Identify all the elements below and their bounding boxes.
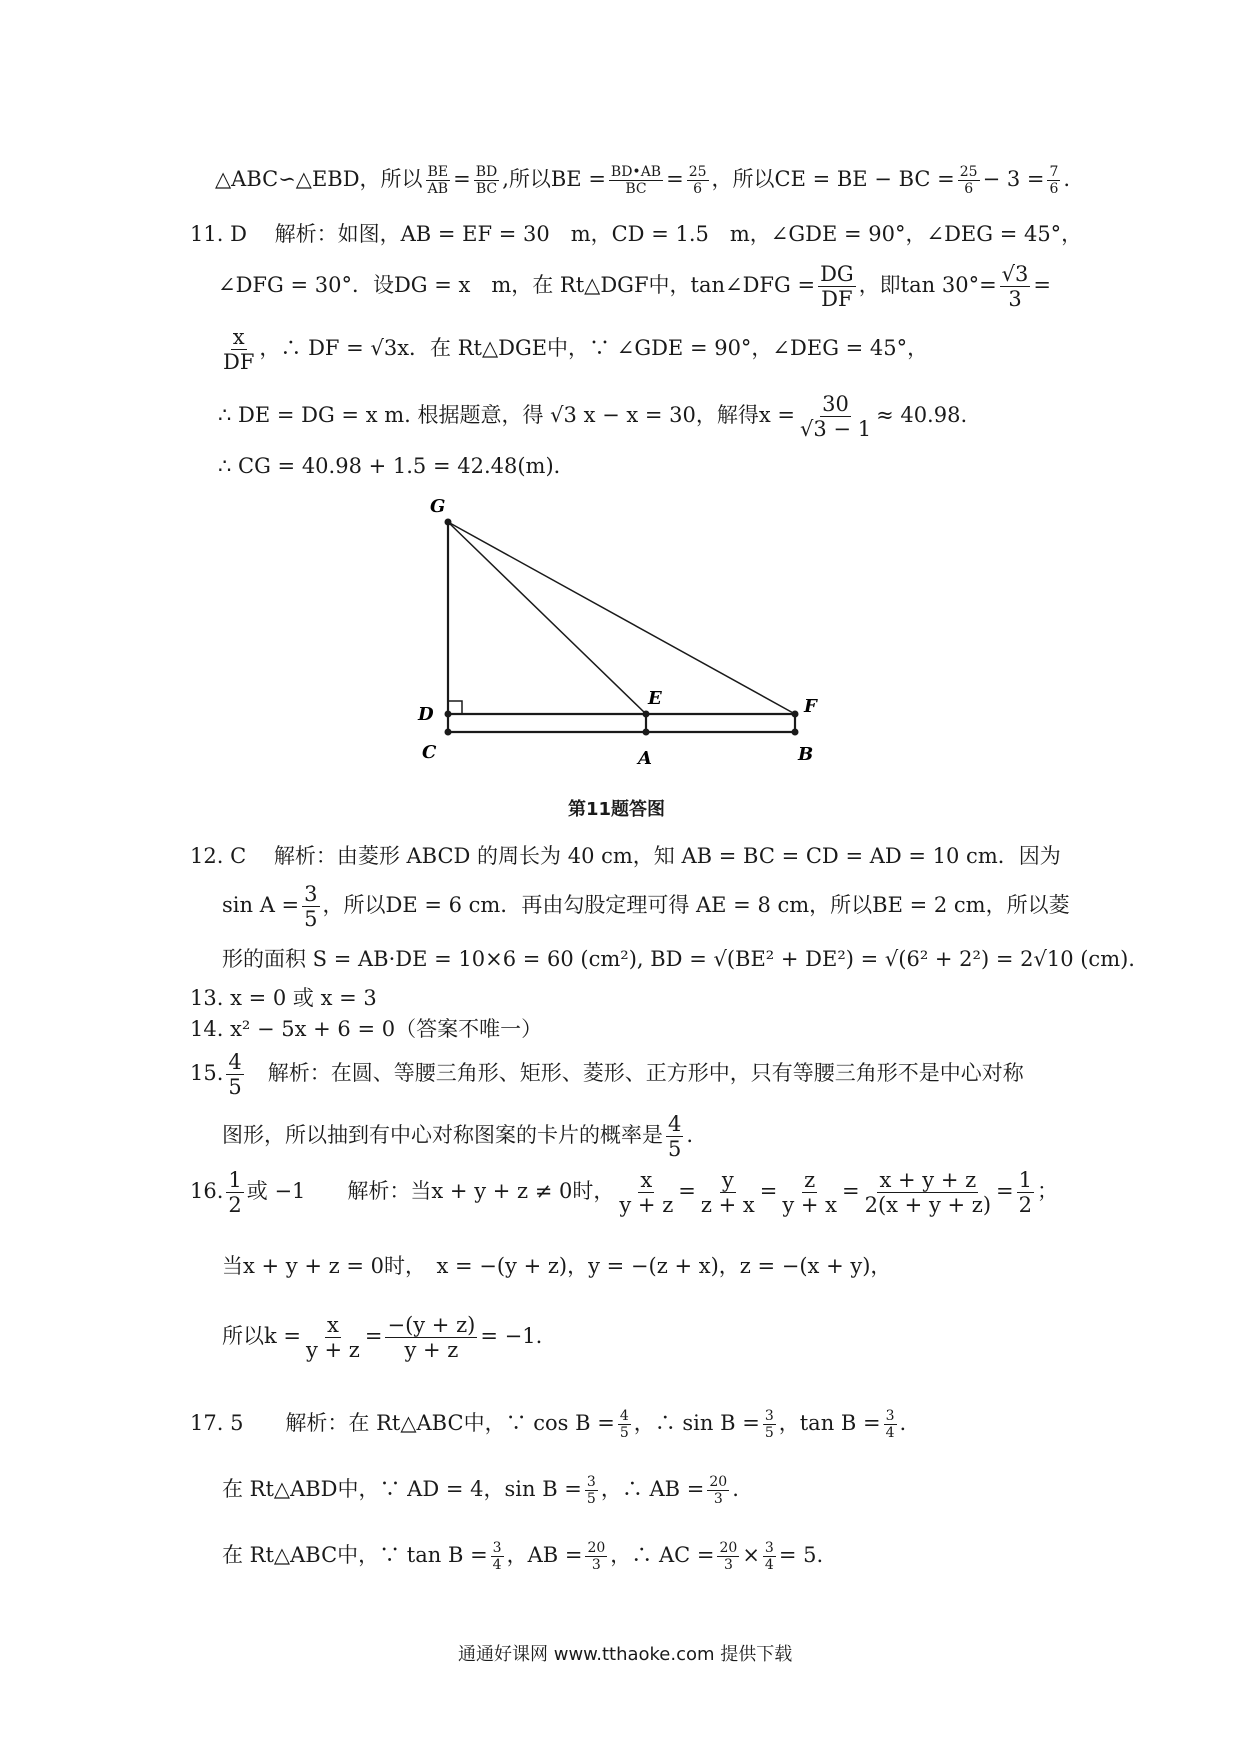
- text: =: [666, 167, 684, 192]
- q12-line-3: 形的面积 S = AB·DE = 10×6 = 60 (cm²), BD = √(BE² + DE²) = √(6² + 2²) = 2√10 (cm).: [222, 947, 1135, 971]
- num: 3: [764, 1408, 774, 1424]
- text: 在 Rt△ABD中，∵ AD = 4，sin B =: [222, 1477, 582, 1502]
- text: ，AB =: [506, 1543, 583, 1568]
- figure-caption: 第11题答图: [568, 799, 666, 820]
- den: y + x: [782, 1193, 837, 1218]
- page-footer: 通通好课网 www.tthaoke.com 提供下载: [458, 1644, 793, 1665]
- text: = −1.: [480, 1324, 543, 1349]
- den: y + z: [306, 1338, 360, 1363]
- text: .: [732, 1477, 739, 1502]
- fraction: [221, 325, 256, 374]
- fraction: [687, 164, 709, 197]
- num: 3: [764, 1540, 774, 1556]
- fraction: [666, 1112, 683, 1161]
- label-A: A: [638, 748, 652, 769]
- label-E: E: [648, 688, 662, 709]
- q11-line-4: [218, 392, 967, 441]
- fraction: [1047, 164, 1060, 197]
- label-G: G: [430, 496, 446, 517]
- fraction: [609, 164, 663, 197]
- fraction: [385, 1313, 477, 1362]
- label-F: F: [804, 696, 817, 717]
- text: =: [453, 167, 471, 192]
- fraction: [818, 262, 856, 311]
- fraction: [585, 1474, 598, 1507]
- text: .: [686, 1123, 694, 1148]
- point-F: [792, 711, 799, 718]
- label-C: C: [422, 742, 437, 763]
- den: 2: [228, 1193, 242, 1218]
- num: 25: [959, 164, 978, 180]
- den: 5: [228, 1075, 242, 1100]
- label-B: B: [798, 744, 814, 765]
- q12-line-2: [222, 882, 1070, 931]
- num: 4: [668, 1112, 682, 1136]
- num: 25: [688, 164, 707, 180]
- q11-figure: [400, 490, 840, 780]
- fraction: [226, 1168, 243, 1217]
- num: 1: [1018, 1168, 1033, 1192]
- text: 图形，所以抽到有中心对称图案的卡片的概率是: [222, 1123, 663, 1148]
- fraction: [863, 1168, 993, 1217]
- num: 3: [885, 1408, 895, 1424]
- q17-line-3: [222, 1540, 823, 1573]
- den: 6: [964, 181, 974, 198]
- num: 4: [619, 1408, 629, 1424]
- den: y + z: [619, 1193, 674, 1218]
- den: 5: [668, 1137, 682, 1162]
- den: 3: [713, 1491, 723, 1508]
- den: AB: [427, 181, 449, 198]
- q16-line-1: [190, 1168, 1058, 1217]
- text: .: [899, 1411, 907, 1436]
- point-B: [792, 729, 799, 736]
- num: DG: [820, 262, 854, 286]
- text: =: [842, 1179, 860, 1204]
- q13-line: 13. x = 0 或 x = 3: [190, 986, 377, 1010]
- fraction: [884, 1408, 897, 1441]
- den: 5: [586, 1491, 596, 1508]
- q11-line-1: 11. D 解析：如图，AB = EF = 30 m，CD = 1.5 m，∠GDE = 90°，∠DEG = 45°，: [190, 222, 1083, 246]
- text: ；: [1037, 1179, 1059, 1204]
- fraction: [717, 1540, 739, 1573]
- text: ，所以CE = BE − BC =: [711, 167, 955, 192]
- q11-line-2: [218, 262, 1051, 311]
- text: =: [1033, 273, 1052, 298]
- fraction: [474, 164, 500, 197]
- q14-line: 14. x² − 5x + 6 = 0（答案不唯一）: [190, 1017, 543, 1041]
- q10-answer-line: [215, 164, 1070, 197]
- text: ×: [742, 1543, 760, 1568]
- den: 6: [1049, 181, 1059, 198]
- point-D: [445, 711, 452, 718]
- num: BE: [427, 164, 449, 180]
- num: 20: [719, 1540, 738, 1556]
- den: 2: [1018, 1193, 1033, 1218]
- text: ∠DFG = 30°．设DG = x m，在 Rt△DGF中，tan∠DFG =: [218, 273, 816, 298]
- label-D: D: [418, 704, 434, 725]
- den: BC: [475, 181, 498, 198]
- q17-line-1: [190, 1408, 906, 1441]
- num: 1: [228, 1168, 242, 1192]
- num: −(y + z): [387, 1313, 476, 1337]
- num: z: [804, 1168, 816, 1192]
- num: 20: [587, 1540, 606, 1556]
- text: 在 Rt△ABC中，∵ tan B =: [222, 1543, 488, 1568]
- text: ≈ 40.98.: [876, 403, 968, 428]
- den: y + z: [404, 1338, 459, 1363]
- num: x: [232, 325, 245, 349]
- fraction: [618, 1408, 631, 1441]
- den: 2(x + y + z): [864, 1193, 992, 1218]
- num: x: [327, 1313, 339, 1337]
- num: 30: [822, 392, 849, 416]
- q12-line-1: 12. C 解析：由菱形 ABCD 的周长为 40 cm，知 AB = BC = CD = AD = 10 cm．因为: [190, 844, 1061, 868]
- point-A: [643, 729, 650, 736]
- text: ，即tan 30°=: [858, 273, 997, 298]
- q16-line-3: [222, 1313, 542, 1362]
- den: 5: [619, 1425, 629, 1442]
- text: ,所以BE =: [502, 167, 606, 192]
- text: ，∴ AC =: [610, 1543, 715, 1568]
- den: BC: [625, 181, 647, 198]
- text: 15.: [190, 1061, 224, 1086]
- text: =: [678, 1179, 696, 1204]
- den: 4: [764, 1557, 774, 1574]
- fraction: [780, 1168, 839, 1217]
- q15-line-1: [190, 1050, 1024, 1099]
- text: ，tan B =: [778, 1411, 881, 1436]
- num: 3: [586, 1474, 596, 1490]
- num: 20: [709, 1474, 728, 1490]
- den: z + x: [700, 1193, 755, 1218]
- den: DF: [821, 287, 853, 312]
- segment-GE: [448, 522, 646, 714]
- q17-line-2: [222, 1474, 739, 1507]
- segment-GF: [448, 522, 795, 714]
- fraction: [958, 164, 980, 197]
- text: =: [364, 1324, 383, 1349]
- text: 17. 5 解析：在 Rt△ABC中，∵ cos B =: [190, 1411, 615, 1436]
- text: ∴ DE = DG = x m. 根据题意，得 √3 x − x = 30，解得x =: [218, 403, 795, 428]
- num: 7: [1049, 164, 1059, 180]
- fraction: [763, 1540, 776, 1573]
- q16-line-2: 当x + y + z = 0时， x = −(y + z)，y = −(z + x)，z = −(x + y)，: [222, 1254, 892, 1278]
- fraction: [304, 1313, 362, 1362]
- text: 解析：在圆、等腰三角形、矩形、菱形、正方形中，只有等腰三角形不是中心对称: [246, 1061, 1024, 1086]
- fraction: [226, 1050, 243, 1099]
- fraction: [426, 164, 451, 197]
- fraction: [617, 1168, 675, 1217]
- num: x: [640, 1168, 653, 1192]
- den: √3 − 1: [800, 417, 872, 442]
- fraction: [585, 1540, 607, 1573]
- num: √3: [1001, 262, 1029, 286]
- den: 4: [885, 1425, 895, 1442]
- fraction: [707, 1474, 729, 1507]
- num: 3: [492, 1540, 502, 1556]
- point-E: [643, 711, 650, 718]
- fraction: [1000, 262, 1031, 311]
- fraction: [763, 1408, 776, 1441]
- fraction: [1017, 1168, 1034, 1217]
- num: y: [721, 1168, 734, 1192]
- num: 3: [304, 882, 318, 906]
- den: 3: [723, 1557, 733, 1574]
- den: 4: [492, 1557, 502, 1574]
- q15-line-2: [222, 1112, 693, 1161]
- den: 5: [764, 1425, 774, 1442]
- text: =: [996, 1179, 1014, 1204]
- text: ，所以DE = 6 cm．再由勾股定理可得 AE = 8 cm，所以BE = 2 cm，所以菱: [322, 893, 1070, 918]
- text: 或 −1 解析：当x + y + z ≠ 0时，: [246, 1179, 615, 1204]
- text: sin A =: [222, 893, 300, 918]
- text: ，∴ AB =: [600, 1477, 705, 1502]
- num: 4: [228, 1050, 242, 1074]
- text: − 3 =: [982, 167, 1045, 192]
- text: 所以k =: [222, 1324, 301, 1349]
- text: ，∴ DF = √3x．在 Rt△DGE中，∵ ∠GDE = 90°，∠DEG = 45°，: [259, 336, 929, 361]
- num: BD: [475, 164, 498, 180]
- fraction: [798, 392, 873, 441]
- q11-line-5: ∴ CG = 40.98 + 1.5 = 42.48(m)．: [218, 454, 575, 478]
- text: =: [759, 1179, 778, 1204]
- den: DF: [223, 350, 255, 375]
- num: x + y + z: [879, 1168, 977, 1192]
- text: △ABC∽△EBD，所以: [215, 167, 423, 192]
- text: .: [1063, 167, 1071, 192]
- q11-line-3: [218, 325, 928, 374]
- text: 16.: [190, 1179, 224, 1204]
- point-C: [445, 729, 452, 736]
- text: ，∴ sin B =: [633, 1411, 760, 1436]
- point-G: [445, 519, 452, 526]
- fraction: [699, 1168, 757, 1217]
- fraction: [491, 1540, 504, 1573]
- den: 6: [693, 181, 703, 198]
- den: 3: [1008, 287, 1022, 312]
- num: BD•AB: [610, 164, 662, 180]
- text: = 5.: [778, 1543, 824, 1568]
- den: 3: [591, 1557, 601, 1574]
- den: 5: [304, 907, 318, 932]
- fraction: [302, 882, 319, 931]
